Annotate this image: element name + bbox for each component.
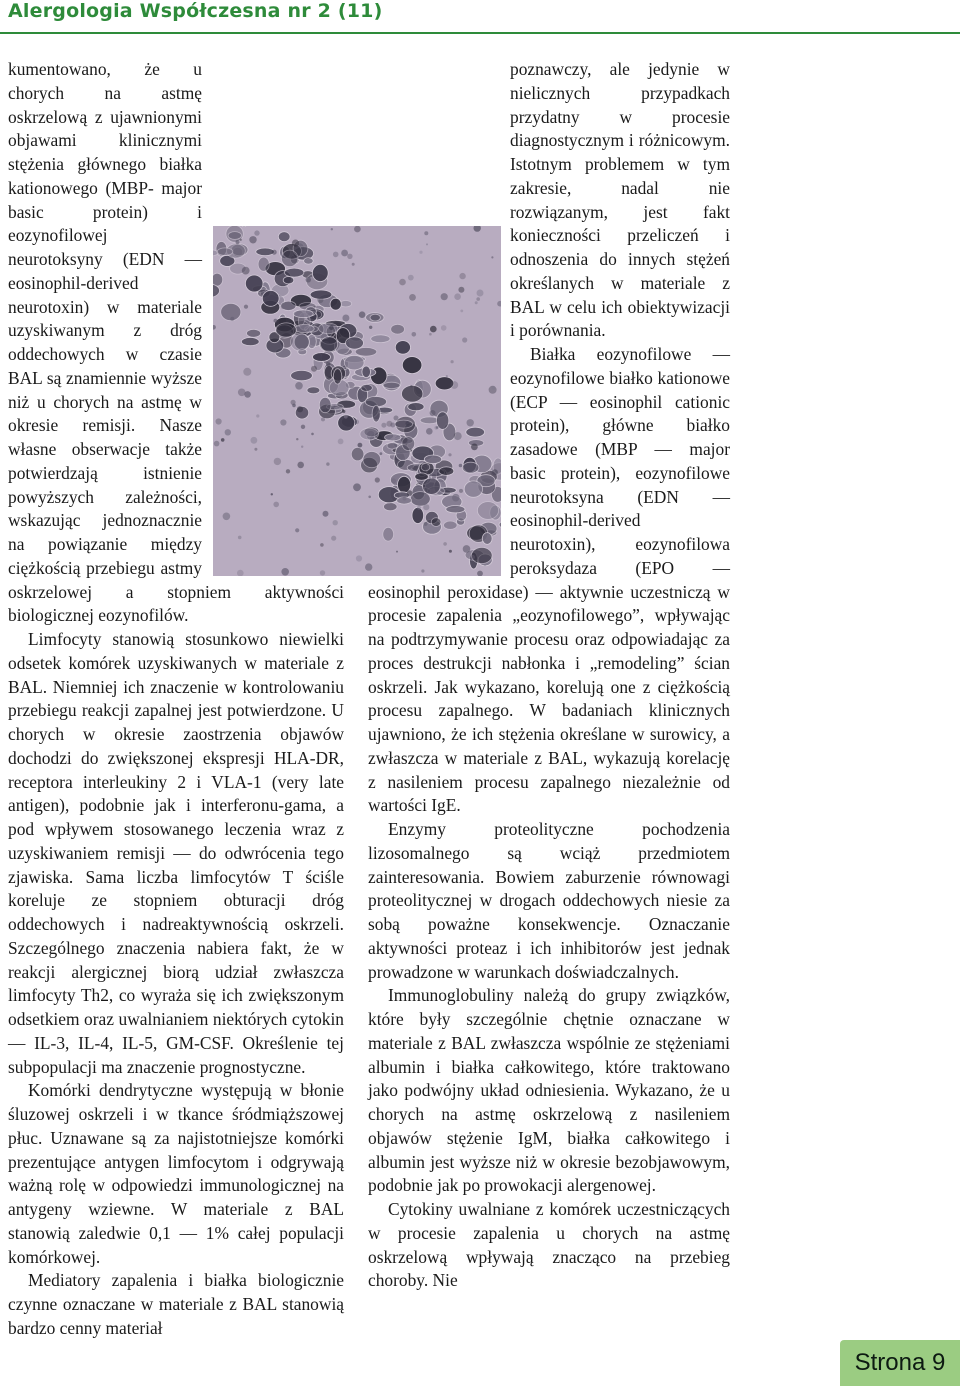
left-paragraph-3: Komórki dendrytyczne występują w błonie śluzowej oskrzeli i w tkance śródmiąższowej płuc. Uznawane są za najistotniejsze komórki prezentujące antygen limfocytom i odgrywają ważną rolę w odpowiedzi immunologicznej na antygeny wziewne. W materiale z BAL stanowią zaledwie 0,1 — 1% całej populacji komórkowej. (8, 1080, 344, 1267)
right-paragraph-5: Cytokiny uwalniane z komórek uczestniczących w procesie zapalenia u chorych na astmę oskrzelową wpływają znacząco na przebieg choroby. Nie (368, 1199, 730, 1291)
left-paragraph-1: kumentowano, że u chorych na astmę oskrzelową z ujawnionymi objawami klinicznymi stężenia głównego białka kationowego (MBP- major basic protein) i eozynofilowej neurotoksyny (EDN — eosinophil-derived neurotoxin) w materiale uzyskiwanym z dróg oddechowych w czasie BAL są znamiennie wyższe niż u chorych na astmę w okresie remisji. Nasze własne obserwacje także potwierdzają istnienie powyższych zależności, wskazując jednoznacznie na powiązanie między ciężkością przebiegu astmy oskrzelowej a stopniem aktywności biologicznej eozynofilów. (8, 59, 344, 626)
right-paragraph-2: Białka eozynofilowe — eozynofilowe białko kationowe (ECP — eosinophil cationic protein), główne białko zasadowe (MBP — major basic protein), eozynofilowe neurotoksyna (EDN — eosinophil-derived neurotoxin), eozynofilowa peroksydaza (EPO — eosinophil peroxidase) — aktywnie uczestniczą w procesie zapalenia „eozynofilowego”, wpływając na podtrzymywanie procesu oraz odpowiadając za proces destrukcji nabłonka i „remodeling” ścian oskrzeli. Jak wykazano, korelują one z ciężkością procesu zapalnego. W badaniach klinicznych ujawniono, że ich stężenia określane w surowicy, a zwłaszcza w materiale z BAL, wykazują korelację z nasileniem procesu zapalnego niezależnie od wartości IgE. (368, 344, 730, 816)
right-paragraph-3: Enzymy proteolityczne pochodzenia lizosomalnego są wciąż przedmiotem zainteresowania. Bowiem zaburzenie równowagi proteolitycznej w drogach oddechowych niesie za sobą poważne konsekwencje. Oznaczanie aktywności proteaz i ich inhibitorów jest jednak prowadzone w warunkach doświadczalnych. (368, 819, 730, 982)
journal-running-head: Alergologia Współczesna nr 2 (11) (8, 0, 383, 22)
micrograph-image (213, 226, 501, 576)
page-number-tab: Strona 9 (840, 1340, 960, 1386)
right-paragraph-1: poznawczy, ale jedynie w nielicznych przypadkach przydatny w procesie diagnostycznym i różnicowym. Istotnym problemem w tym zakresie, nadal nie rozwiązanym, jest fakt konieczności przeliczeń i odnoszenia do innych stężeń określanych w materiale z BAL w celu ich obiektywizacji i porównania. (510, 59, 730, 341)
right-paragraph-4: Immunoglobuliny należą do grupy związków, które były szczególnie chętnie oznaczane w materiale z BAL zwłaszcza wspólnie ze stężeniami albumin i białka całkowitego, które traktowano jako podwójny układ odniesienia. Wykazano, że u chorych na astmę oskrzelową z nasileniem objawów stężenie IgM, białka całkowitego i albumin jest wyższe niż w okresie bezobjawowym, podobnie jak po prowokacji alergenowej. (368, 985, 730, 1196)
left-paragraph-4: Mediatory zapalenia i białka biologicznie czynne oznaczane w materiale z BAL stanowią bardzo cenny materiał (8, 1270, 344, 1338)
bronchial-tissue-micrograph (213, 226, 501, 576)
left-paragraph-2: Limfocyty stanowią stosunkowo niewielki odsetek komórek uzyskiwanych w materiale z BAL. Niemniej ich znaczenie w kontrolowaniu przebiegu reakcji zapalnej jest potwierdzone. U chorych w okresie zaostrzenia objawów dochodzi do zwiększonej ekspresji HLA-DR, receptora interleukiny 2 i VLA-1 (very late antigen), podobnie jak i interferonu-gama, a pod wpływem stosowanego leczenia wraz z uzyskiwaniem remisji — do odwrócenia tego zjawiska. Sama liczba limfocytów T ściśle koreluje ze stopniem obturacji dróg oddechowych i nadreaktywnością oskrzeli. Szczególnego znaczenia nabiera fakt, że w reakcji alergicznej biorą udział zwłaszcza limfocyty Th2, co wyraża się ich zwiększonym odsetkiem oraz uwalnianiem niektórych cytokin — IL-3, IL-4, IL-5, GM-CSF. Określenie tej subpopulacji ma znaczenie prognostyczne. (8, 629, 344, 1077)
header-rule (0, 32, 960, 34)
